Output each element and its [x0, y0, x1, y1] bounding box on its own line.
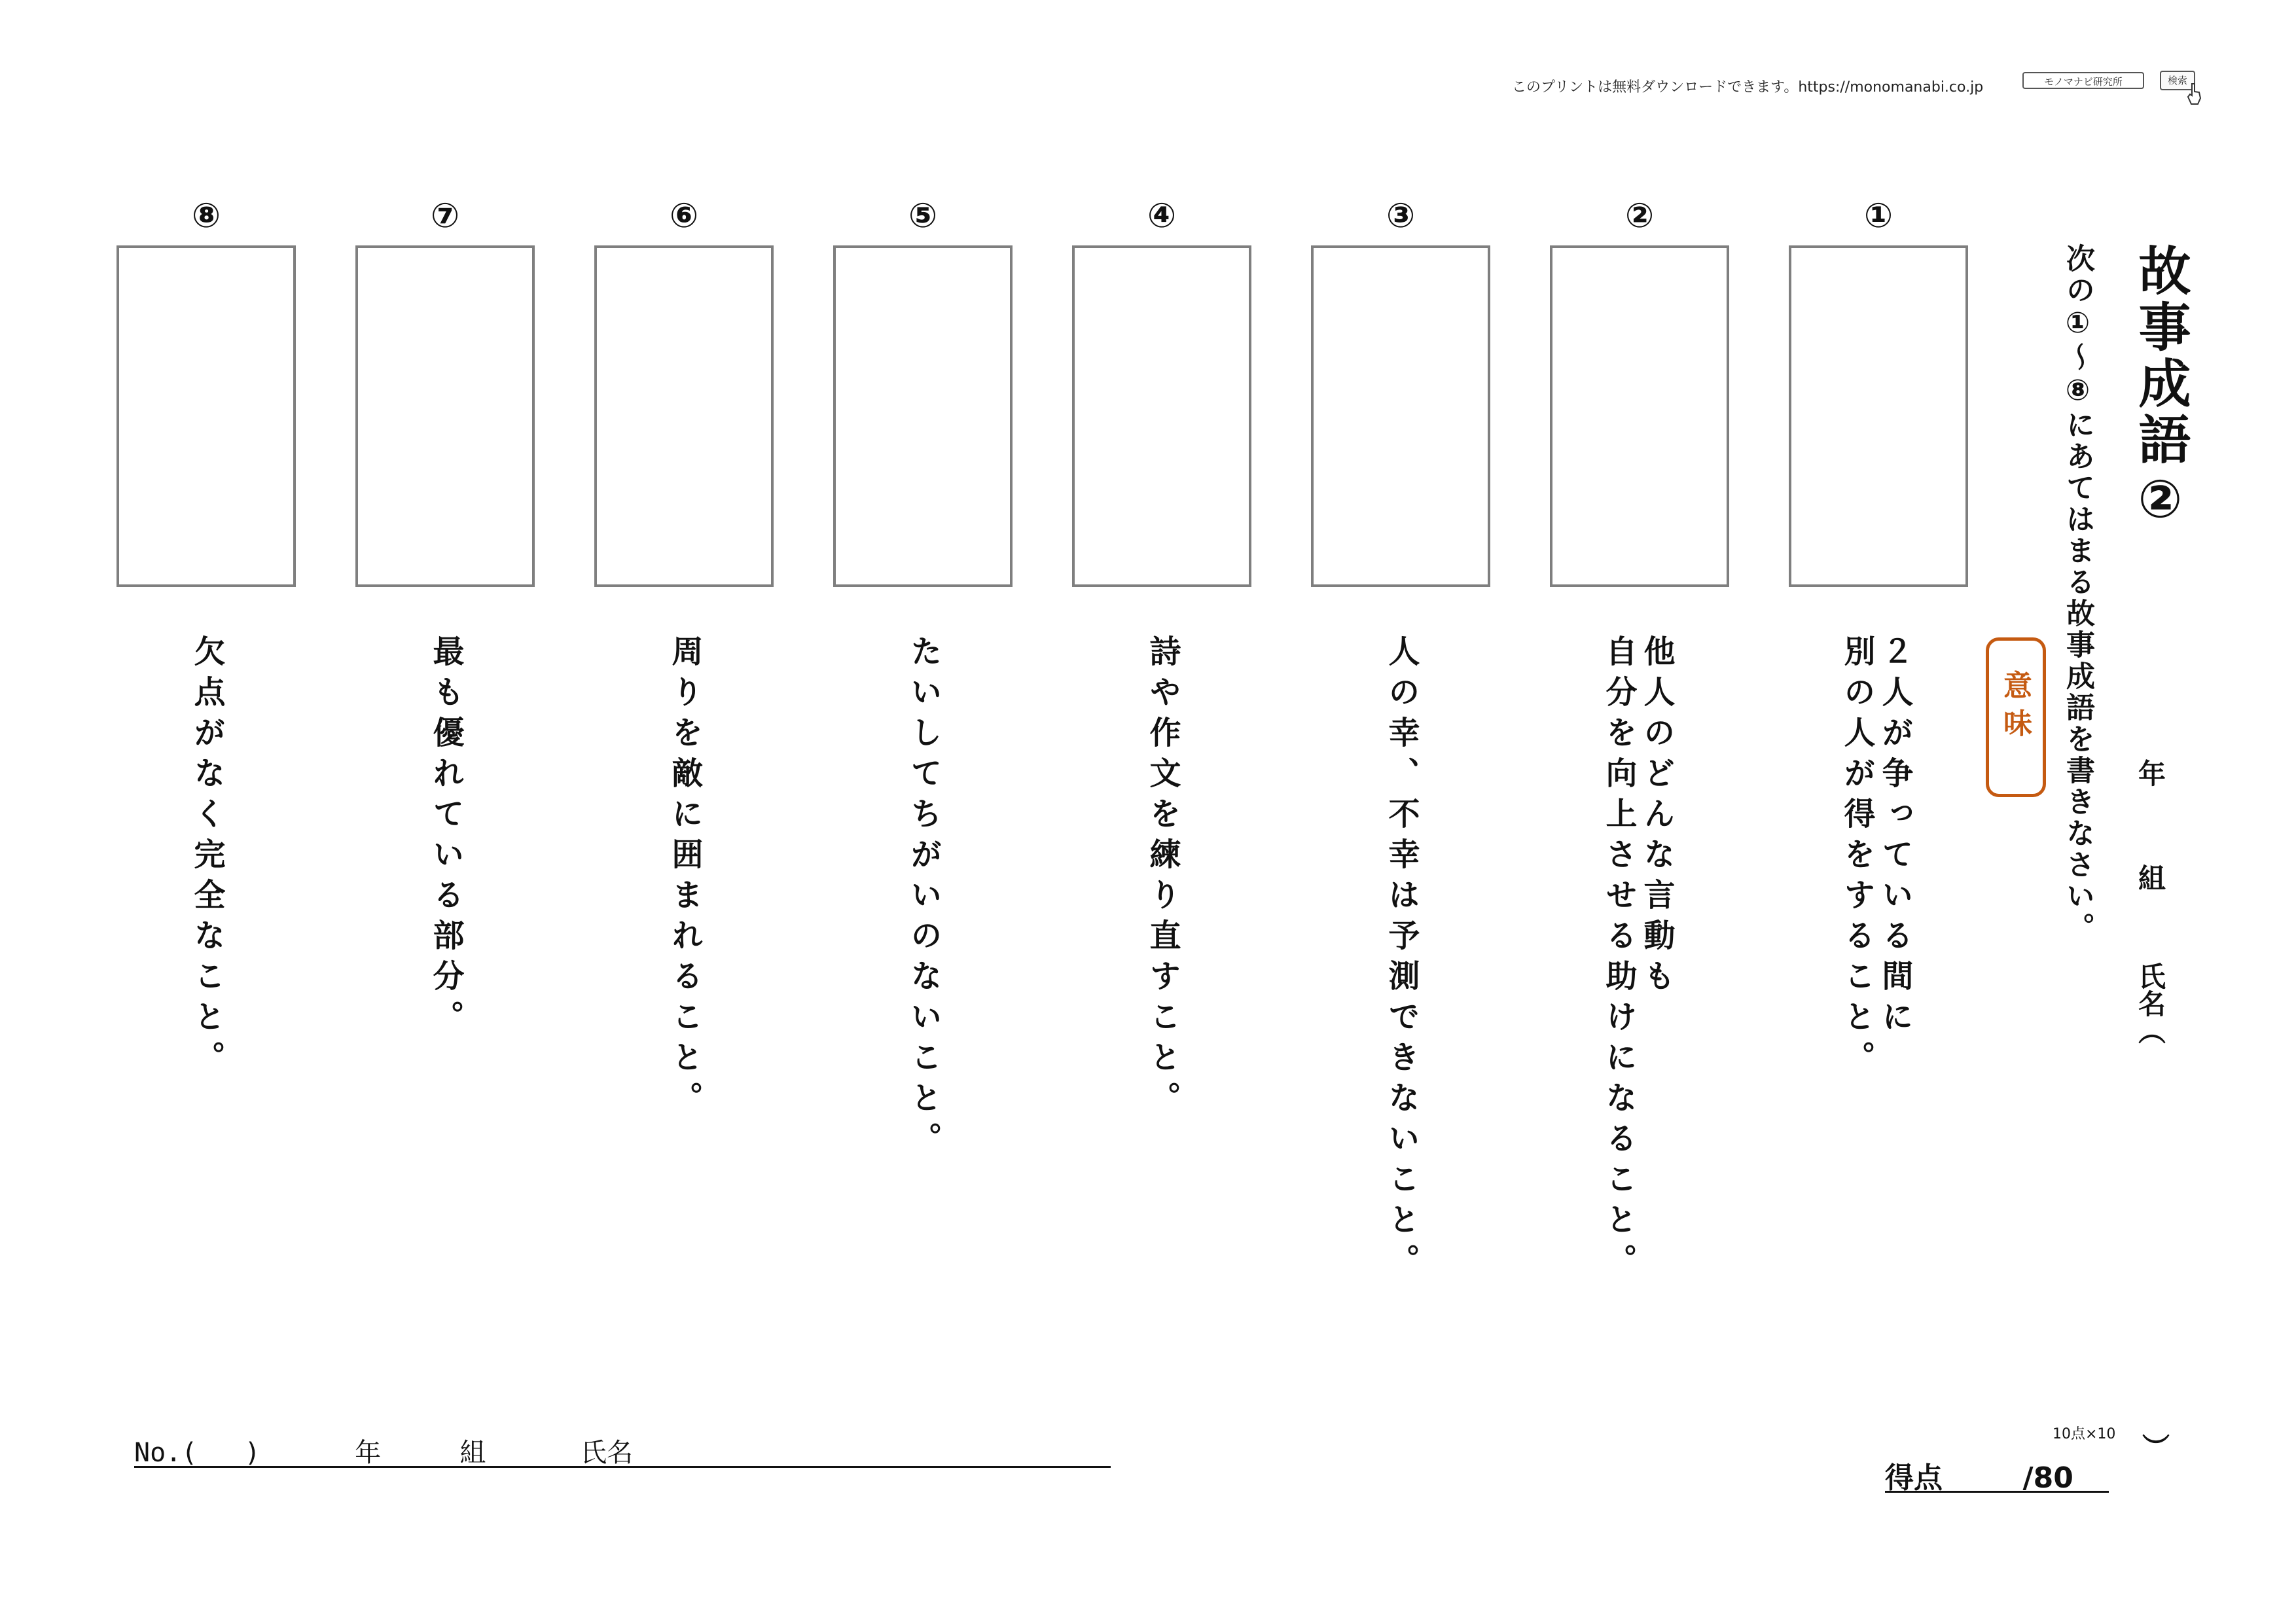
question-number: ④ [1147, 196, 1177, 236]
meaning-text-7: 最も優れている部分。 [427, 635, 464, 1041]
answer-box-1[interactable] [1789, 245, 1968, 587]
question-number: ③ [1386, 196, 1416, 236]
answer-box-4[interactable] [1072, 245, 1251, 587]
question-number: ⑦ [430, 196, 460, 236]
question-number: ⑥ [669, 196, 699, 236]
pointer-cursor-icon [2186, 82, 2203, 106]
meaning-text-1: ２人が争っている間に 別の人が得をすること。 [1839, 635, 1913, 1081]
meaning-text-3: 人の幸、不幸は予測できないこと。 [1383, 635, 1420, 1284]
score-note: 10点×10 [2053, 1426, 2116, 1442]
name-close-paren: ） [2138, 1433, 2170, 1461]
student-info-underline [134, 1466, 1111, 1468]
score-underline [1885, 1491, 2109, 1493]
meaning-label: 意味 [1998, 670, 2032, 746]
meaning-text-5: たいしてちがいのないこと。 [905, 635, 942, 1162]
year-label: 年 [2134, 759, 2166, 787]
meaning-text-6: 周りを敵に囲まれること。 [666, 635, 703, 1122]
answer-box-3[interactable] [1311, 245, 1490, 587]
download-note: このプリントは無料ダウンロードできます。https://monomanabi.co.jp [1512, 79, 1984, 96]
search-button[interactable]: 検索 [2160, 71, 2195, 90]
site-search-box[interactable]: モノマナビ研究所 [2022, 72, 2144, 89]
question-number: ② [1624, 196, 1655, 236]
meaning-text-8: 欠点がなく完全なこと。 [188, 635, 225, 1081]
class-label: 組 [2134, 864, 2166, 891]
question-number: ⑤ [908, 196, 938, 236]
instruction-text: 次の①～⑧にあてはまる故事成語を書きなさい。 [2061, 243, 2094, 944]
name-label: 氏名（ [2134, 962, 2166, 1044]
worksheet-title: 故事成語② [2130, 243, 2191, 533]
answer-box-5[interactable] [833, 245, 1013, 587]
meaning-text-2: 他人のどんな言動も 自分を向上させる助けになること。 [1600, 635, 1675, 1284]
answer-box-6[interactable] [594, 245, 774, 587]
question-number: ① [1863, 196, 1893, 236]
answer-box-2[interactable] [1550, 245, 1729, 587]
meaning-text-4: 詩や作文を練り直すこと。 [1144, 635, 1181, 1122]
score-field: 得点 /80 [1885, 1461, 2073, 1495]
question-number: ⑧ [191, 196, 221, 236]
answer-box-8[interactable] [117, 245, 296, 587]
answer-box-7[interactable] [355, 245, 535, 587]
student-info-line: No.( ) 年 組 氏名 [134, 1438, 634, 1468]
